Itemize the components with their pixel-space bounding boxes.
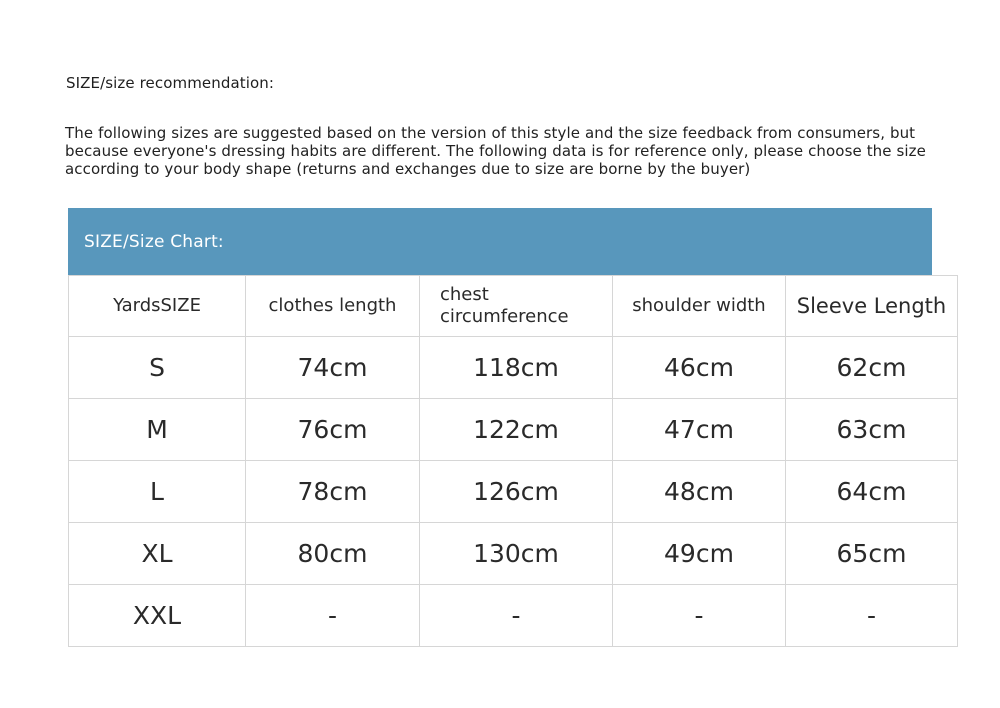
- cell-chest-circumference: 118cm: [420, 337, 613, 399]
- header-shoulder-width: shoulder width: [613, 276, 786, 337]
- header-size: YardsSIZE: [69, 276, 246, 337]
- size-table: [68, 275, 958, 647]
- cell-chest-circumference: -: [420, 585, 613, 647]
- table-row: [69, 585, 958, 647]
- cell-chest-circumference: 126cm: [420, 461, 613, 523]
- table-row: [69, 523, 958, 585]
- cell-sleeve-length: 63cm: [786, 399, 958, 461]
- header-chest-circumference: chest circumference: [420, 276, 613, 337]
- table-row: [69, 337, 958, 399]
- table-row: [69, 399, 958, 461]
- cell-clothes-length: 78cm: [246, 461, 420, 523]
- cell-sleeve-length: 62cm: [786, 337, 958, 399]
- cell-shoulder-width: -: [613, 585, 786, 647]
- cell-sleeve-length: 64cm: [786, 461, 958, 523]
- cell-chest-circumference: 122cm: [420, 399, 613, 461]
- cell-sleeve-length: 65cm: [786, 523, 958, 585]
- table-header-row: [69, 276, 958, 337]
- cell-shoulder-width: 49cm: [613, 523, 786, 585]
- cell-clothes-length: 76cm: [246, 399, 420, 461]
- table-row: [69, 461, 958, 523]
- intro-text: The following sizes are suggested based on the version of this style and the size feedback from consumers, but because everyone's dressing habits are different. The following data is for reference only, please choose the size according to your body shape (returns and exchanges due to size are borne by the buyer): [65, 124, 926, 178]
- cell-shoulder-width: 46cm: [613, 337, 786, 399]
- cell-shoulder-width: 48cm: [613, 461, 786, 523]
- cell-size: M: [69, 399, 246, 461]
- cell-clothes-length: 80cm: [246, 523, 420, 585]
- size-chart: [68, 208, 947, 647]
- cell-clothes-length: 74cm: [246, 337, 420, 399]
- cell-size: L: [69, 461, 246, 523]
- header-sleeve-length: Sleeve Length: [786, 276, 958, 337]
- cell-size: S: [69, 337, 246, 399]
- cell-shoulder-width: 47cm: [613, 399, 786, 461]
- cell-size: XL: [69, 523, 246, 585]
- cell-clothes-length: -: [246, 585, 420, 647]
- size-chart-title: SIZE/Size Chart:: [68, 208, 932, 275]
- page-heading: SIZE/size recommendation:: [66, 74, 275, 92]
- cell-chest-circumference: 130cm: [420, 523, 613, 585]
- cell-size: XXL: [69, 585, 246, 647]
- header-clothes-length: clothes length: [246, 276, 420, 337]
- cell-sleeve-length: -: [786, 585, 958, 647]
